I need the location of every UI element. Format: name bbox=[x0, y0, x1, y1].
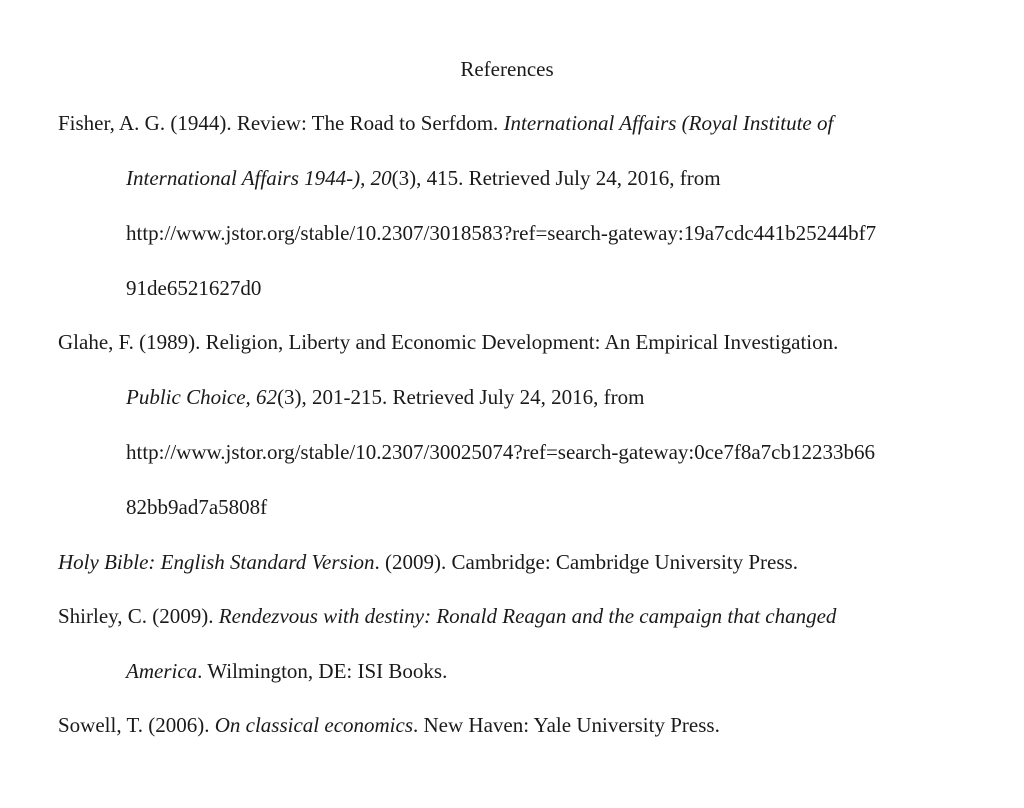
reference-url-continued: 91de6521627d0 bbox=[126, 276, 262, 300]
reference-url: http://www.jstor.org/stable/10.2307/30025074?ref=search-gateway:0ce7f8a7cb12233b66 bbox=[126, 440, 875, 464]
reference-line bbox=[58, 109, 833, 137]
page-title: References bbox=[460, 57, 554, 81]
journal-title: International Affairs (Royal Institute of bbox=[503, 111, 834, 135]
reference-url: http://www.jstor.org/stable/10.2307/3018583?ref=search-gateway:19a7cdc441b25244bf7 bbox=[126, 221, 877, 245]
reference-line bbox=[58, 711, 720, 739]
author-date-title: Glahe, F. (1989). Religion, Liberty and Economic Development: An Empirical Investigation. bbox=[58, 330, 839, 354]
reference-line bbox=[126, 657, 447, 685]
author-date: Sowell, T. (2006). bbox=[58, 713, 215, 737]
reference-line bbox=[126, 383, 645, 411]
book-title: Holy Bible: English Standard Version bbox=[58, 550, 375, 574]
reference-line bbox=[58, 602, 836, 630]
book-title-continued: America bbox=[126, 659, 198, 683]
issue-pages: (3), 201-215. Retrieved July 24, 2016, from bbox=[277, 385, 645, 409]
book-title: Rendezvous with destiny: Ronald Reagan and the campaign that changed bbox=[218, 604, 837, 628]
reference-line bbox=[58, 548, 798, 576]
issue-pages: (3), 415. Retrieved July 24, 2016, from bbox=[391, 166, 721, 190]
book-title: On classical economics bbox=[214, 713, 414, 737]
publication-info: . Wilmington, DE: ISI Books. bbox=[197, 659, 448, 683]
publication-info: . New Haven: Yale University Press. bbox=[413, 713, 720, 737]
reference-url-continued: 82bb9ad7a5808f bbox=[126, 495, 268, 519]
author-date: Shirley, C. (2009). bbox=[58, 604, 219, 628]
reference-line bbox=[126, 164, 721, 192]
publication-info: . (2009). Cambridge: Cambridge University Press. bbox=[374, 550, 798, 574]
author-date: Fisher, A. G. (1944). Review: The Road to Serfdom. bbox=[58, 111, 504, 135]
journal-title-continued: International Affairs 1944-), 20 bbox=[126, 166, 392, 190]
journal-title: Public Choice, 62 bbox=[126, 385, 278, 409]
